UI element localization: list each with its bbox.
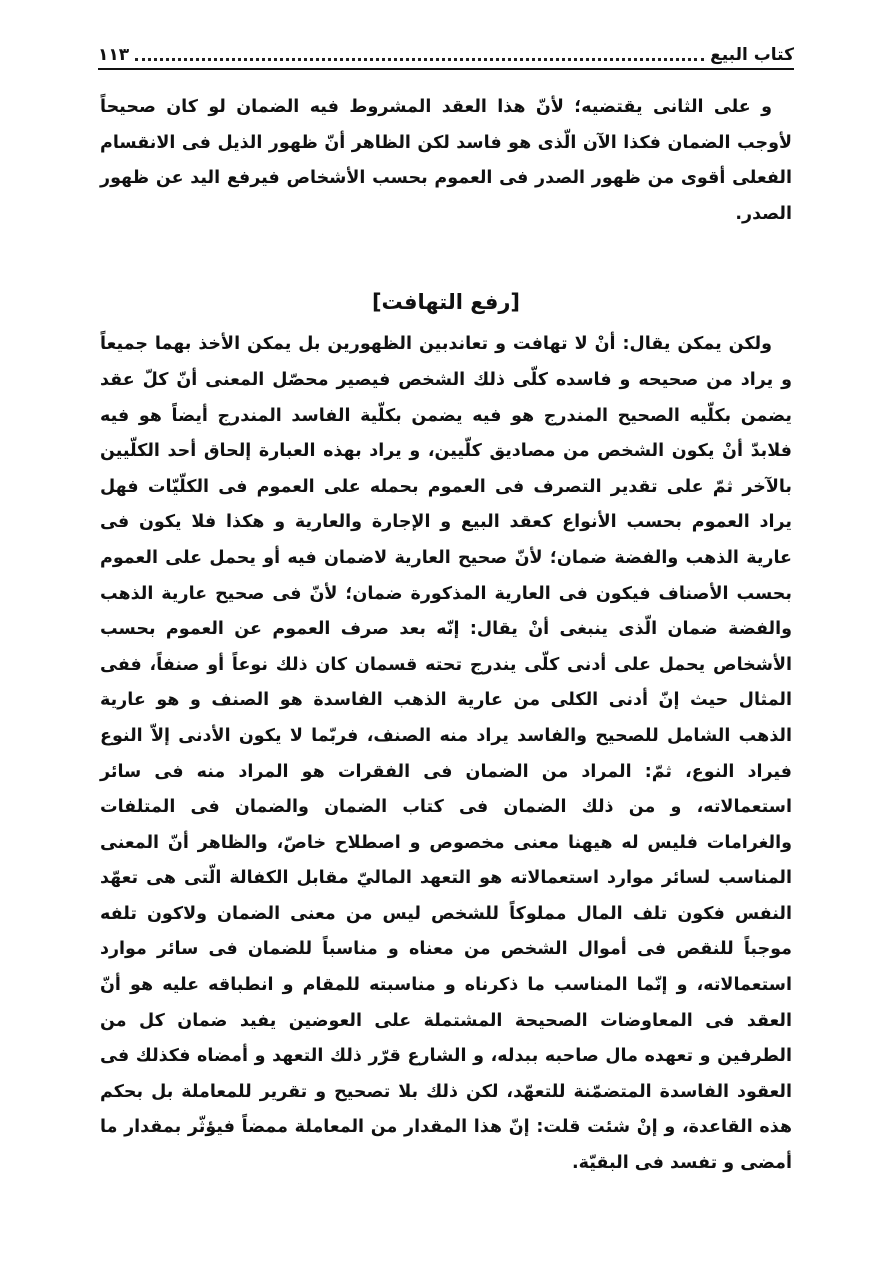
paragraph-2: ولكن يمكن يقال: أنْ لا تهافت و تعاندبين الظهورين بل يمكن الأخذ بهما جميعاً و يراد من صحيحه و فاسده كلّى ذلك الشخص فيصير محصّل المعنى أنّ كلّ عقد يضمن بكلّيه الصحيح المندرج هو فيه يضمن بكلّية الفاسد المندرج أيضاً هو فيه فلابدّ أنْ يكون الشخص من مصاديق كلّيين، و يراد بهذه العبارة إلحاق أحد الكلّيين بالآخر ثمّ على تقدير التصرف فى العموم بحمله على العموم فى الكلّيّات فهل يراد العموم بحسب الأنواع كعقد البيع و الإجارة والعارية و هكذا فلا يكون فى عارية الذهب والفضة ضمان؛ لأنّ صحيح العارية لاضمان فيه أو يحمل على العموم بحسب الأصناف فيكون فى العارية المذكورة ضمان؛ لأنّ فى صحيح عارية الذهب والفضة ضمان الّذى ينبغى أنْ يقال: إنّه بعد صرف العموم عن العموم بحسب الأشخاص يحمل على أدنى كلّى يندرج تحته قسمان كان ذلك نوعاً أو صنفاً، ففى المثال حيث إنّ أدنى الكلى من عارية الذهب الفاسدة هو الصنف و هو عارية الذهب الشامل للصحيح والفاسد يراد منه الصنف، فربّما لا يكون الأدنى إلاّ النوع فيراد النوع، ثمّ: المراد من الضمان فى الفقرات هو المراد منه فى سائر استعمالاته، و من ذلك الضمان فى كتاب الضمان والضمان فى المتلفات والغرامات فليس له هيهنا معنى مخصوص و اصطلاح خاصّ، والظاهر أنّ المعنى المناسب لسائر موارد استعمالاته هو التعهد الماليّ مقابل الكفالة الّتى هى تعهّد النفس فكون تلف المال مملوكاً للشخص ليس من معنى الضمان ولاكون تلفه موجباً للنقص فى أموال الشخص من معناه و مناسباً للضمان فى سائر موارد استعمالاته، و إنّما المناسب ما ذكرناه و مناسبته للمقام و انطباقه عليه هو أنّ العقد فى المعاوضات الصحيحة المشتملة على العوضين يفيد ضمان كل من الطرفين و تعهده مال صاحبه ببدله، و الشارع قرّر ذلك التعهد و أمضاه فكذلك فى العقود الفاسدة المتضمّنة للتعهّد، لكن ذلك بلا تصحيح و تقرير للمعاملة بل بحكم هذه القاعدة، و إنْ شئت قلت: إنّ هذا المقدار من المعاملة ممضاً فيؤثّر بمقدار ما أمضى و تفسد فى البقيّة. [100, 334, 792, 1174]
page-number: ١١٣ [98, 45, 130, 65]
running-title: كتاب البيع [710, 45, 794, 65]
page-header [98, 30, 794, 64]
section-heading: [رفع التهافت] [371, 290, 521, 315]
page-body [100, 90, 792, 1182]
dotted-leader [135, 58, 704, 61]
paragraph-1: و على الثانى يقتضيه؛ لأنّ هذا العقد المشروط فيه الضمان لو كان صحيحاً لأوجب الضمان فكذا الآن الّذى هو فاسد لكن الظاهر أنّ ظهور الذيل فى الانقسام الفعلى أقوى من ظهور الصدر فى العموم بحسب الأشخاص فيرفع اليد عن ظهور الصدر. [100, 97, 792, 224]
header-rule [98, 68, 794, 70]
